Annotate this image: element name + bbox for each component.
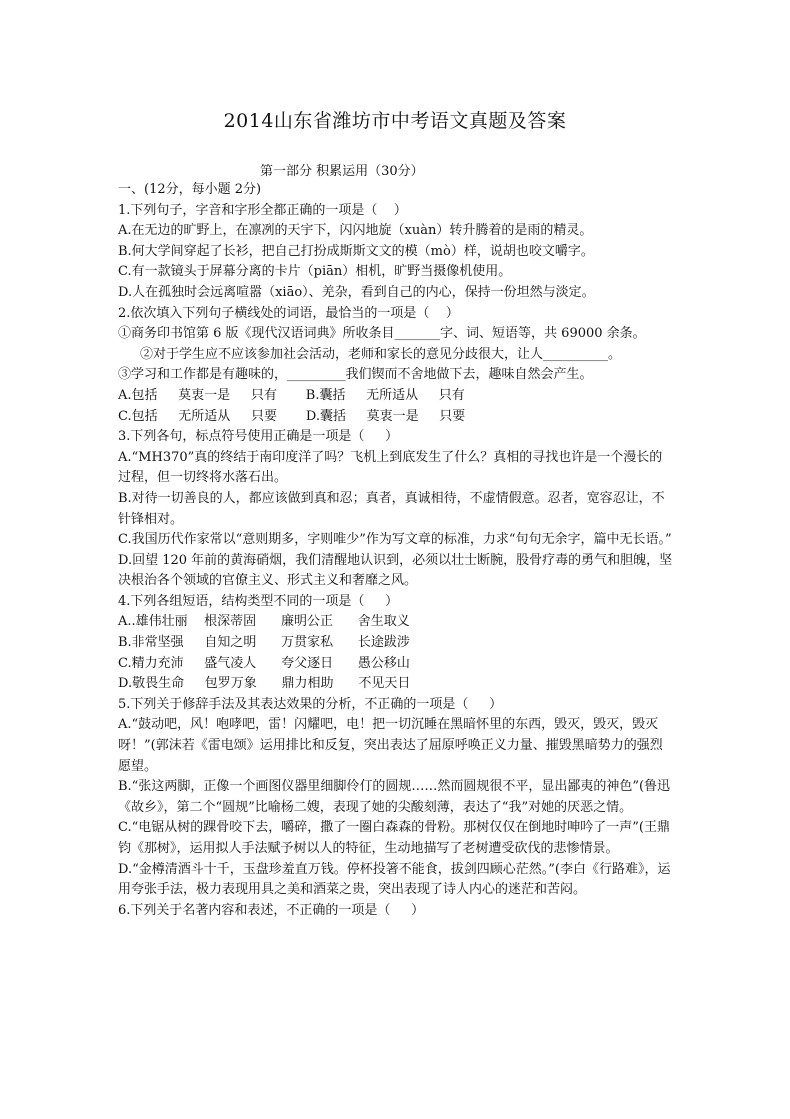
question-stem: 6.下列关于名著内容和表述，不正确的一项是（ ） [118, 902, 425, 918]
option-d: D.回望 120 年前的黄海硝烟，我们清醒地认识到，必须以壮士断腕，股骨疗毒的勇气和胆魄，坚决根治各个领域的官僚主义、形式主义和奢靡之风。 [118, 552, 673, 589]
question-stem: 4.下列各组短语，结构类型不同的一项是（ ） [118, 593, 399, 609]
option-a: A.“鼓动吧，风！咆哮吧，雷！闪耀吧，电！把一切沉睡在黑暗怀里的东西，毁灭，毁灭，毁灭呀！”(郭沫若《雷电颂》运用排比和反复，突出表达了屈原呼唤正义力量、摧毁黑暗势力的强烈愿望。 [118, 717, 663, 774]
section-heading: 一、(12分，每小题 2分) [118, 182, 262, 197]
options-ab: A.包括 莫衷一是 只有 B.囊括 无所适从 只有 [118, 387, 465, 403]
option-d: D.人在孤独时会远离喧嚣（xiāo）、羌杂，看到自己的内心，保持一份坦然与淡定。 [118, 284, 595, 300]
question-4 [118, 592, 674, 695]
option-a: A..雄伟壮丽 根深蒂固 廉明公正 舍生取义 [118, 614, 410, 630]
option-a: A.在无边的旷野上，在凛冽的天宇下，闪闪地旋（xuàn）转升腾着的是雨的精灵。 [118, 223, 593, 239]
sentence-3: ③学习和工作都是有趣味的，_________我们锲而不舍地做下去，趣味自然会产生。 [118, 367, 593, 383]
option-c: C.“电锯从树的踝骨咬下去，嚼碎，撒了一圈白森森的骨粉。那树仅仅在倒地时呻吟了一声”(王鼎钧《那树》，运用拟人手法赋予树以人的特征，生动地描写了老树遭受砍伐的悲惨情景。 [118, 820, 670, 856]
option-b: B.对待一切善良的人，都应该做到真和忍；真者，真诚相待，不虚情假意。忍者，宽容忍让，不针锋相对。 [118, 490, 665, 527]
option-d: D.“金樽清酒斗十千，玉盘珍羞直万钱。停杯投箸不能食，拔剑四顾心茫然。”(李白《行路难》，运用夸张手法，极力表现用具之美和酒菜之贵，突出表现了诗人内心的迷茫和苦闷。 [118, 861, 671, 898]
question-2 [118, 304, 674, 428]
option-c: C.有一款镜头于屏幕分离的卡片（piān）相机，旷野当摄像机使用。 [118, 264, 512, 280]
option-b: B.非常坚强 自知之明 万贯家私 长途跋涉 [118, 635, 410, 651]
option-c: C.我国历代作家常以“意则期多，字则唯少”作为写文章的标准，力求“句句无余字，篇中无长语。” [118, 532, 672, 548]
sentence-1: ①商务印书馆第 6 版《现代汉语词典》所收条目_______字、词、短语等，共 69000 余条。 [118, 326, 646, 342]
option-c: C.精力充沛 盛气凌人 夸父逐日 愚公移山 [118, 655, 410, 671]
document-body [118, 180, 674, 921]
question-stem: 3.下列各句，标点符号使用正确是一项是（ ） [118, 429, 399, 445]
question-3 [118, 427, 674, 592]
question-stem: 2.依次填入下列句子横线处的词语，最恰当的一项是（ ） [118, 305, 459, 321]
question-stem: 1.下列句子，字音和字形全都正确的一项是（ ） [118, 202, 407, 218]
part-heading: 第一部分 积累运用（30分） [260, 164, 424, 179]
option-b: B.“张这两脚，正像一个画图仪器里细脚伶仃的圆规……然而圆规很不平，显出鄙夷的神色”(鲁迅《故乡》，第二个“圆规”比喻杨二嫂，表现了她的尖酸刻薄，表达了“我”对她的厌恶之情。 [118, 779, 671, 815]
sentence-2: ②对于学生应不应该参加社会活动，老师和家长的意见分歧很大，让人__________。 [140, 346, 622, 362]
question-stem: 5.下列关于修辞手法及其表达效果的分析，不正确的一项是（ ） [118, 696, 503, 712]
question-6 [118, 901, 674, 922]
option-b: B.何大学间穿起了长衫，把自己打扮成斯斯文文的模（mò）样，说胡也咬文嚼字。 [118, 243, 594, 259]
option-d: D.敬畏生命 包罗万象 鼎力相助 不见天日 [118, 676, 411, 692]
question-1 [118, 201, 674, 304]
options-cd: C.包括 无所适从 只要 D.囊括 莫衷一是 只要 [118, 408, 466, 424]
page-title: 2014山东省潍坊市中考语文真题及答案 [223, 110, 567, 132]
question-5 [118, 695, 674, 901]
option-a: A.“MH370”真的终结于南印度洋了吗？飞机上到底发生了什么？真相的寻找也许是一个漫长的过程，但一切终将水落石出。 [118, 449, 663, 486]
